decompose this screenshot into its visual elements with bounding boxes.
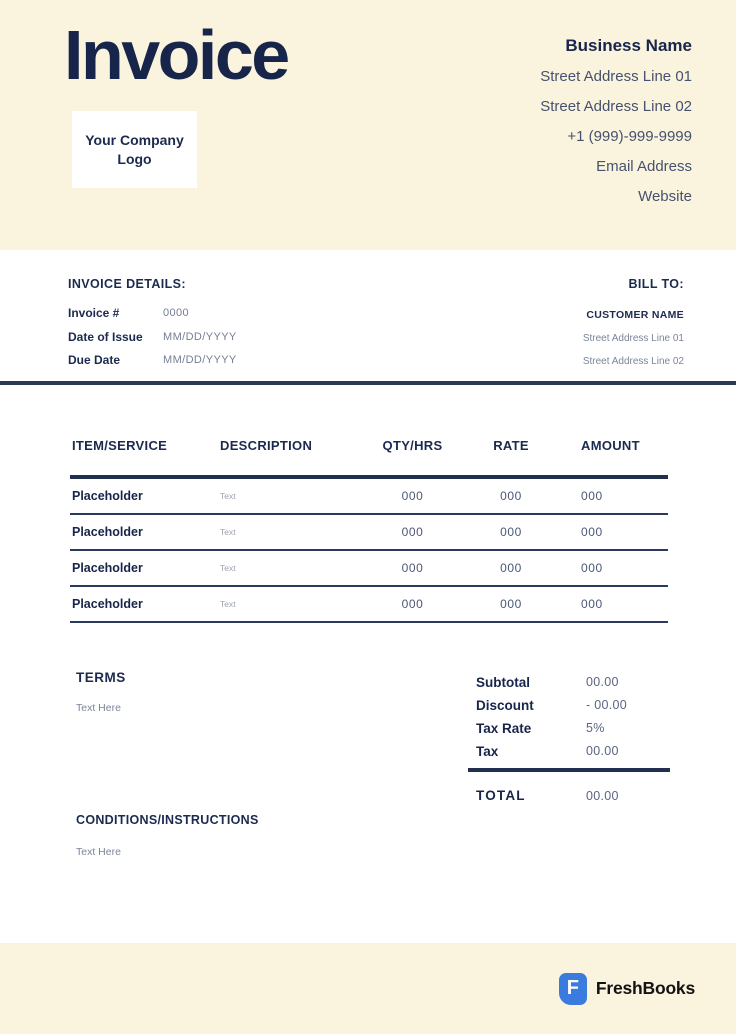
item-qty: 000 xyxy=(401,525,424,539)
terms-text: Text Here xyxy=(76,702,121,714)
table-row xyxy=(70,479,668,515)
totals-block xyxy=(468,671,670,806)
subtotal-value: 00.00 xyxy=(586,675,619,689)
discount-value: - 00.00 xyxy=(586,698,628,712)
customer-name: CUSTOMER NAME xyxy=(586,309,684,321)
item-amount: 000 xyxy=(581,597,603,611)
freshbooks-logo xyxy=(559,973,695,1005)
conditions-text: Text Here xyxy=(76,846,121,858)
business-phone: +1 (999)-999-9999 xyxy=(567,128,692,145)
item-description: Text xyxy=(220,527,236,537)
customer-address-line2: Street Address Line 02 xyxy=(582,356,684,367)
freshbooks-wordmark: FreshBooks xyxy=(595,978,695,998)
logo-text-line2: Logo xyxy=(117,150,152,167)
date-of-issue-value: MM/DD/YYYY xyxy=(163,330,237,343)
tax-rate-value: 5% xyxy=(586,721,605,735)
grand-total-row xyxy=(468,786,670,806)
item-rate: 000 xyxy=(500,597,522,611)
business-contact-block xyxy=(540,36,692,212)
tax-value: 00.00 xyxy=(586,744,619,758)
line-items-table xyxy=(70,385,668,623)
tax-row xyxy=(468,740,670,763)
item-rate: 000 xyxy=(500,561,522,575)
item-description: Text xyxy=(220,599,236,609)
subtotal-label: Subtotal xyxy=(476,675,530,690)
item-name: Placeholder xyxy=(72,525,143,539)
column-header-item-service: ITEM/SERVICE xyxy=(72,438,168,453)
invoice-details-heading: INVOICE DETAILS: xyxy=(68,277,186,291)
item-amount: 000 xyxy=(581,489,603,503)
main-content xyxy=(0,385,736,943)
page-title: Invoice xyxy=(64,16,288,94)
item-qty: 000 xyxy=(401,489,424,503)
conditions-heading: CONDITIONS/INSTRUCTIONS xyxy=(76,813,259,827)
item-name: Placeholder xyxy=(72,561,143,575)
due-date-row xyxy=(68,349,237,373)
total-value: 00.00 xyxy=(586,789,619,803)
column-header-rate: RATE xyxy=(493,438,529,453)
date-of-issue-label: Date of Issue xyxy=(68,329,143,344)
bill-to-block xyxy=(583,277,684,373)
business-address-line2: Street Address Line 02 xyxy=(540,98,692,115)
column-header-amount: AMOUNT xyxy=(581,438,640,453)
business-name: Business Name xyxy=(565,36,692,55)
invoice-number-label: Invoice # xyxy=(68,306,120,320)
freshbooks-icon: F xyxy=(559,973,587,1005)
tax-label: Tax xyxy=(476,744,499,759)
header-band xyxy=(0,0,736,250)
customer-address-line1: Street Address Line 01 xyxy=(582,333,684,344)
invoice-details-band xyxy=(0,250,736,381)
subtotal-row xyxy=(468,671,670,694)
table-row xyxy=(70,515,668,551)
item-name: Placeholder xyxy=(72,489,143,503)
item-amount: 000 xyxy=(581,525,603,539)
item-qty: 000 xyxy=(401,597,424,611)
company-logo-placeholder xyxy=(72,111,197,188)
business-address-line1: Street Address Line 01 xyxy=(540,68,692,85)
discount-label: Discount xyxy=(476,698,534,713)
item-qty: 000 xyxy=(401,561,424,575)
terms-heading: TERMS xyxy=(76,670,126,685)
total-label: TOTAL xyxy=(476,788,526,803)
item-name: Placeholder xyxy=(72,597,143,611)
totals-divider xyxy=(468,768,670,772)
tax-rate-row xyxy=(468,717,670,740)
business-email: Email Address xyxy=(596,158,692,175)
due-date-label: Due Date xyxy=(68,353,121,367)
table-row xyxy=(70,587,668,623)
tax-rate-label: Tax Rate xyxy=(476,721,532,736)
column-header-qty-hrs: QTY/HRS xyxy=(382,438,443,453)
column-header-description: DESCRIPTION xyxy=(220,438,313,453)
logo-text-line1: Your Company xyxy=(85,131,184,148)
table-header-row xyxy=(70,385,668,454)
date-of-issue-row xyxy=(68,326,237,350)
due-date-value: MM/DD/YYYY xyxy=(163,354,237,366)
business-website: Website xyxy=(638,188,692,205)
invoice-number-value: 0000 xyxy=(163,307,190,319)
item-rate: 000 xyxy=(500,489,522,503)
item-amount: 000 xyxy=(581,561,603,575)
invoice-details-block xyxy=(68,277,237,373)
item-rate: 000 xyxy=(500,525,522,539)
item-description: Text xyxy=(220,563,236,573)
footer-band xyxy=(0,943,736,1034)
item-description: Text xyxy=(220,491,236,501)
discount-row xyxy=(468,694,670,717)
bill-to-heading: BILL TO: xyxy=(628,277,684,291)
invoice-number-row xyxy=(68,302,237,326)
table-row xyxy=(70,551,668,587)
